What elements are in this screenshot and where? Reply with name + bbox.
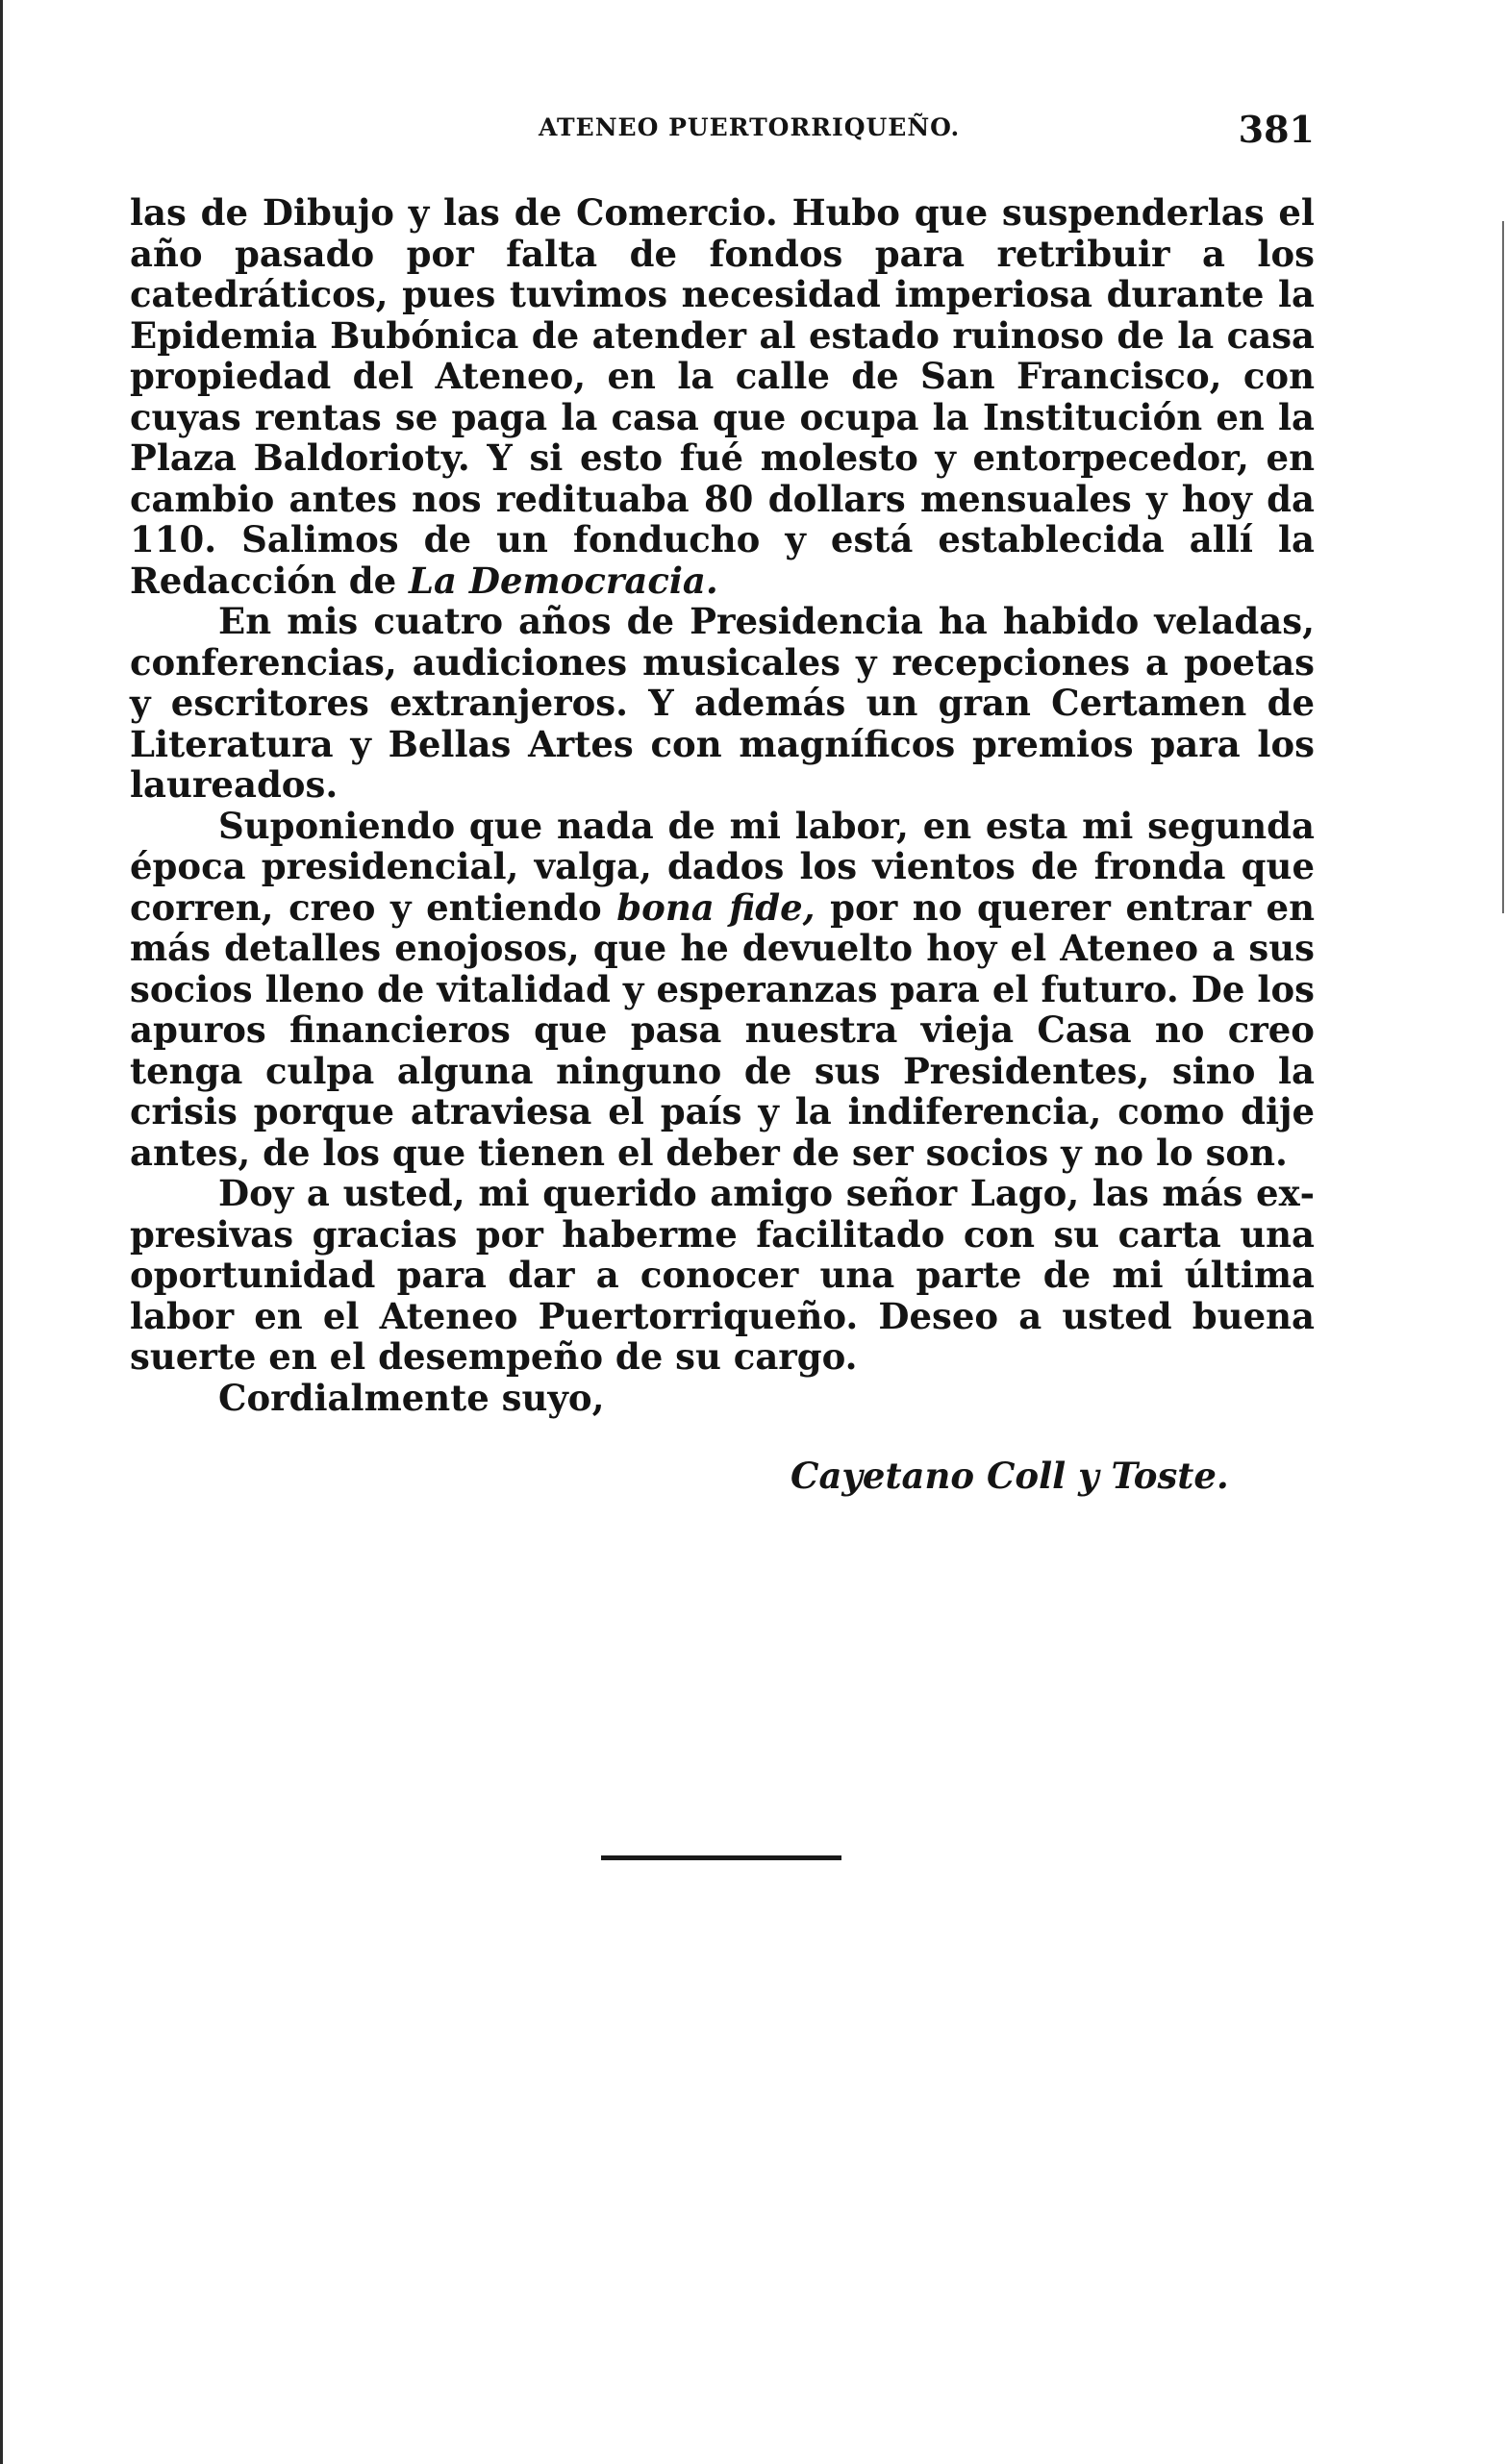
signature: Cayetano Coll y Toste. [791, 1455, 1229, 1497]
scan-edge-left [0, 0, 3, 2464]
page-number: 381 [1238, 108, 1315, 151]
paragraph-4: Doy a usted, mi querido amigo señor Lago, las más expresivas gracias por haberme facilitado con su carta una oportunidad para dar a conocer una parte de mi última labor en el Ateneo Puertorriqueño. Deseo a usted buena suerte en el desempeño de su cargo. [130, 1172, 1315, 1378]
paragraph-3-text-b: por no querer entrar en más detalles enojosos, que he devuelto hoy el Ateneo a sus socios lleno de vitalidad y esperanzas para el futuro. De los apuros financieros que pasa nuestra vieja Casa no creo tenga culpa alguna ninguno de sus Presidentes, sino la crisis porque atraviesa el país y la indiferencia, como dije antes, de los que tienen el deber de ser socios y no lo son. [130, 885, 1315, 1174]
closing-line: Cordialmente suyo, [218, 1376, 605, 1419]
running-head: ATENEO PUERTORRIQUEÑO. [539, 113, 961, 141]
scan-edge-right [1502, 221, 1504, 913]
paragraph-1-text: las de Dibujo y las de Comercio. Hubo que suspenderlas el año pasado por falta de fondos para retribuir a los catedráticos, pues tuvimos necesidad imperiosa durante la Epidemia Bubónica de atender al estado ruinoso de la casa propiedad del Ateneo, en la calle de San Francisco, con cuyas rentas se paga la casa que ocupa la Institución en la Plaza Baldorioty. Y si esto fué molesto y entorpecedor, en cambio antes nos redituaba 80 dollars mensuales y hoy da 110. Salimos de un fonducho y está establecida allí la Redacción de [130, 191, 1315, 602]
newspaper-title: La Democracia. [409, 559, 718, 602]
paragraph-1 [130, 192, 1315, 601]
paragraph-3 [130, 806, 1315, 1174]
paragraph-3-text-a: Suponiendo que nada de mi labor, en esta mi segunda época presidencial, valga, dados los vientos de fronda que corren, creo y entiendo [130, 804, 1315, 929]
paragraph-2: En mis cuatro años de Presidencia ha habido veladas, conferencias, audiciones musicales y recepciones a poetas y escritores extranjeros. Y además un gran Certamen de Literatura y Bellas Artes con magníficos premios para los laureados. [130, 600, 1315, 806]
latin-phrase: bona fide, [616, 885, 816, 929]
letter-body [130, 192, 1315, 1418]
page-header [130, 108, 1315, 156]
section-divider-rule [601, 1855, 841, 1860]
